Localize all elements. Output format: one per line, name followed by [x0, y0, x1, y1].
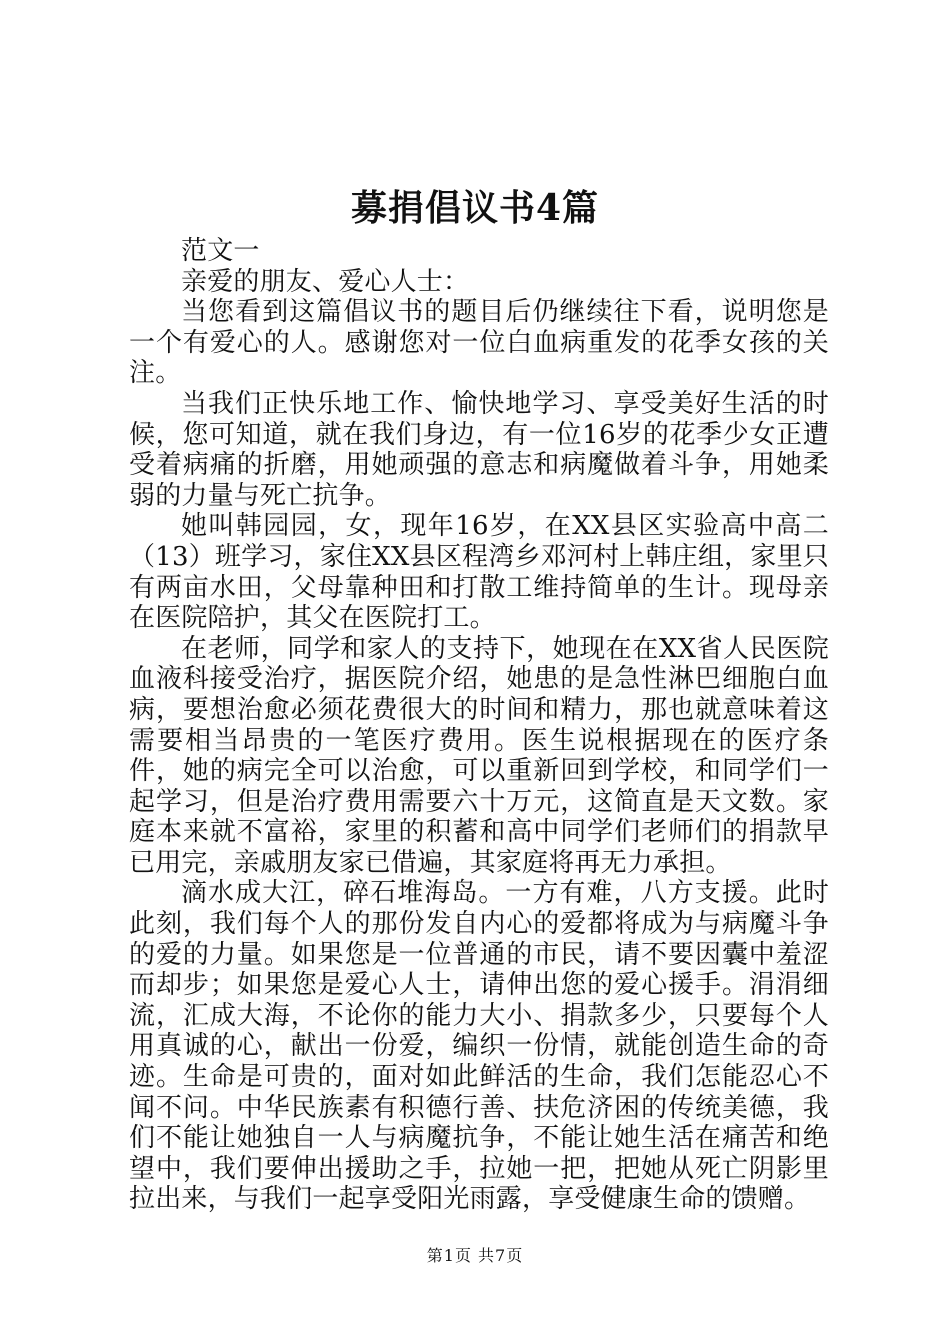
salutation: 亲爱的朋友、爱心人士：: [181, 266, 470, 297]
body-paragraph: 滴水成大江，碎石堆海岛。一方有难，八方支援。此时此刻，我们每个人的那份发自内心的爱都将成为与病魔斗争的爱的力量。如果您是一位普通的市民，请不要因囊中羞涩而却步；如果您是爱心人士，请伸出您的爱心援手。涓涓细流，汇成大海，不论你的能力大小、捐款多少，只要每个人用真诚的心，献出一份爱，编织一份情，就能创造生命的奇迹。生命是可贵的，面对如此鲜活的生命，我们怎能忍心不闻不问。中华民族素有积德行善、扶危济困的传统美德，我们不能让她独自一人与病魔抗争，不能让她生活在痛苦和绝望中，我们要伸出援助之手，拉她一把，把她从死亡阴影里拉出来，与我们一起享受阳光雨露，享受健康生命的馈赠。: [129, 878, 829, 1215]
body-paragraph: 在老师，同学和家人的支持下，她现在在XX省人民医院血液科接受治疗，据医院介绍，她患的是急性淋巴细胞白血病，要想治愈必须花费很大的时间和精力，那也就意味着这需要相当昂贵的一笔医疗费用。医生说根据现在的医疗条件，她的病完全可以治愈，可以重新回到学校，和同学们一起学习，但是治疗费用需要六十万元，这简直是天文数。家庭本来就不富裕，家里的积蓄和高中同学们老师们的捐款早已用完，亲戚朋友家已借遍，其家庭将再无力承担。: [129, 633, 829, 878]
document-body: [129, 236, 829, 1215]
body-paragraph: 她叫韩园园，女，现年16岁，在XX县区实验高中高二（13）班学习，家住XX县区程湾乡邓河村上韩庄组，家里只有两亩水田，父母靠种田和打散工维持简单的生计。现母亲在医院陪护，其父在医院打工。: [129, 511, 829, 634]
document-title: 募捐倡议书4篇: [350, 187, 600, 229]
section-heading: 范文一: [181, 236, 260, 266]
body-paragraph: 当我们正快乐地工作、愉快地学习、享受美好生活的时候，您可知道，就在我们身边，有一位16岁的花季少女正遭受着病痛的折磨，用她顽强的意志和病魔做着斗争，用她柔弱的力量与死亡抗争。: [129, 388, 829, 511]
page-number-footer: 第1页 共7页: [426, 1246, 524, 1265]
body-paragraph: 当您看到这篇倡议书的题目后仍继续往下看，说明您是一个有爱心的人。感谢您对一位白血病重发的花季女孩的关注。: [129, 297, 829, 389]
